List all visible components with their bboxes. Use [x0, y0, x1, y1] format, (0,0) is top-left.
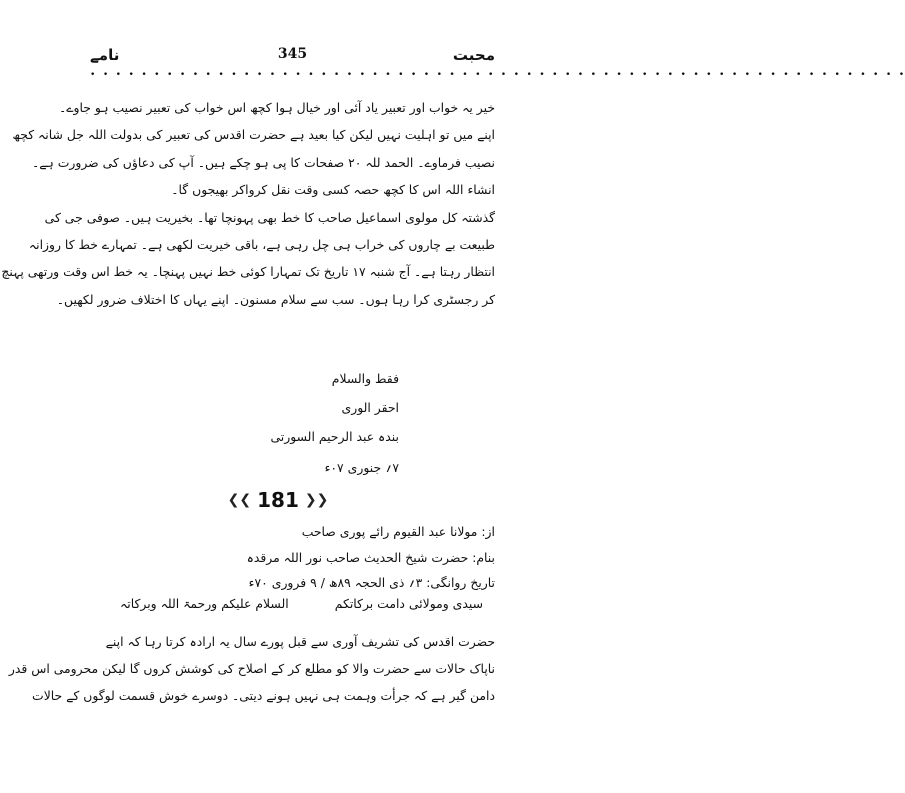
signature-name: بندہ عبد الرحیم السورتی: [270, 429, 399, 444]
body-line: کر رجسٹری کرا رہا ہوں۔ سب سے سلام مسنون۔ اپنے یہاں کا اختلاف ضرور لکھیں۔: [56, 291, 495, 307]
ornament-left-icon: ❮❮: [227, 492, 252, 508]
body-line: ناپاک حالات سے حضرت والا کو مطلع کر کے اصلاح کی کوشش کروں گا لیکن محرومی اس قدر: [8, 661, 495, 676]
salam: السلام علیکم ورحمۃ اللہ وبرکاتہ: [120, 596, 289, 611]
header-dotted-rule: • • • • • • • • • • • • • • • • • • • • • • • • • • • • • • • • • • • • • • • • • • • • • • • • • • • • • • • • • • • • • • • •: [90, 70, 905, 80]
header-chapter-title: محبت: [452, 46, 495, 64]
body-line: دامن گیر ہے کہ جرأت وہمت ہی نہیں ہونے دیتی۔ دوسرے خوش قسمت لوگوں کے حالات: [32, 688, 495, 703]
letter-from: از: مولانا عبد القیوم رائے پوری صاحب: [301, 524, 495, 539]
letter-body-text: [1, 94, 495, 313]
greeting-row: [120, 596, 483, 620]
letter-to: بنام: حضرت شیخ الحدیث صاحب نور اللہ مرقدہ: [246, 550, 495, 565]
letter-opening-text: [8, 628, 495, 709]
body-line: خیر یہ خواب اور تعبیر یاد آئی اور خیال ہوا کچھ اس خواب کی تعبیر نصیب ہو جاوے۔: [59, 100, 495, 115]
page-number: 345: [277, 46, 308, 62]
signature-humble: احقر الوری: [341, 400, 399, 415]
body-line: انشاء اللہ اس کا کچھ حصہ کسی وقت نقل کرواکر بھیجوں گا۔: [171, 182, 495, 198]
page-header: [90, 46, 495, 70]
body-line: حضرت اقدس کی تشریف آوری سے قبل پورے سال یہ ارادہ کرتا رہا کہ اپنے: [105, 634, 495, 649]
body-line: نصیب فرماوے۔ الحمد للہ ۲۰ صفحات کا پی ہو چکے ہیں۔ آپ کی دعاؤں کی ضرورت ہے۔: [31, 154, 495, 170]
body-line: گذشتہ کل مولوی اسماعیل صاحب کا خط بھی پہونچا تھا۔ بخیریت ہیں۔ صوفی جی کی: [44, 209, 495, 225]
letter-date: تاریخ روانگی: ۳؍ ذی الحجہ ۸۹ھ / ۹ فروری ۷۰ء: [248, 575, 495, 590]
body-line: اپنے میں تو اہلیت نہیں لیکن کیا بعید ہے حضرت اقدس کی تعبیر کی بدولت اللہ جل شانہ کچھ: [12, 127, 495, 143]
signature-date: ۷؍ جنوری ۰۷ء: [324, 460, 399, 475]
salutation: سیدی ومولائی دامت برکاتکم: [334, 596, 483, 611]
letter-number-badge: [208, 488, 348, 518]
signature-closing: فقط والسلام: [331, 371, 399, 386]
header-book-title: نامے: [90, 46, 120, 64]
body-line: طبیعت بے چاروں کی خراب ہی چل رہی ہے، باقی خیریت لکھی ہے۔ تمہارے خط کا روزانہ: [28, 236, 495, 252]
ornament-right-icon: ❯❯: [304, 492, 329, 508]
letter-number: 181: [257, 488, 299, 512]
body-line: انتظار رہتا ہے۔ آج شنبہ ۱۷ تاریخ تک تمہارا کوئی خط نہیں پہنچا۔ یہ خط اس وقت ورتھی پہنچ: [1, 264, 495, 280]
